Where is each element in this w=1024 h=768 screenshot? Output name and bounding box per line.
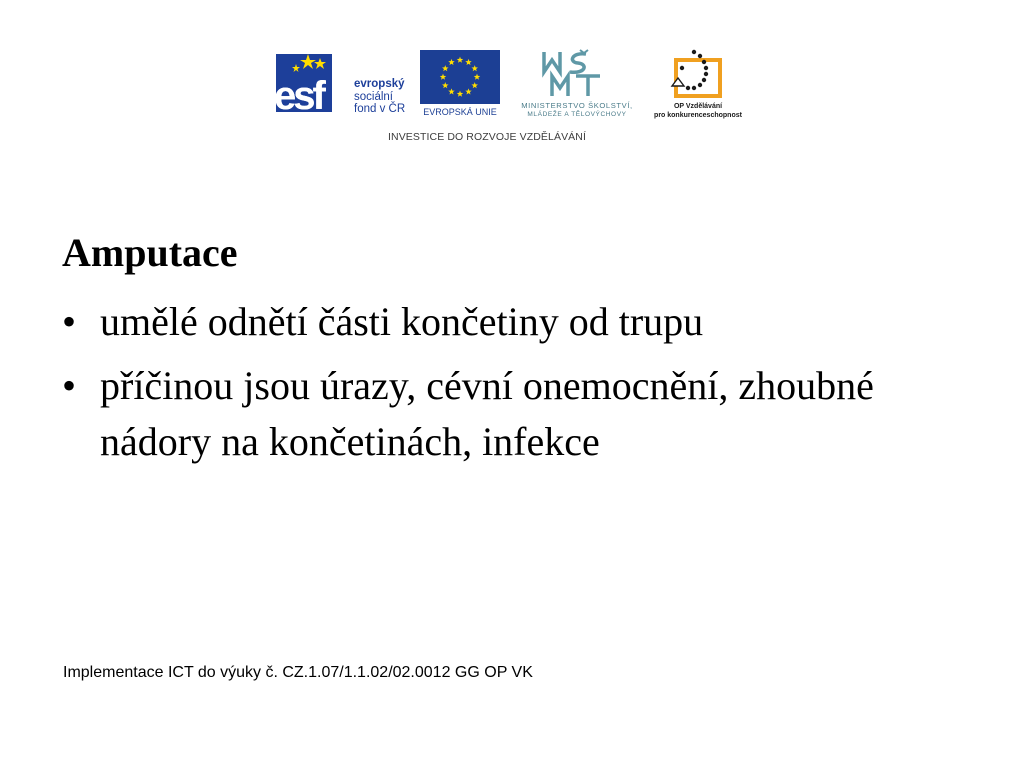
op-caption bbox=[652, 102, 744, 120]
banner-tagline: INVESTICE DO ROZVOJE VZDĚLÁVÁNÍ bbox=[388, 131, 586, 143]
eu-star-icon bbox=[440, 74, 446, 80]
eu-star-icon bbox=[457, 57, 463, 63]
msmt-name: MINISTERSTVO ŠKOLSTVÍ, bbox=[521, 101, 633, 110]
msmt-logo bbox=[506, 46, 648, 122]
esf-letters: esf bbox=[274, 74, 323, 118]
slide-title: Amputace bbox=[62, 230, 238, 275]
eu-label: EVROPSKÁ UNIE bbox=[423, 107, 497, 117]
bullet-marker: • bbox=[62, 363, 77, 408]
logo-banner bbox=[0, 0, 1024, 150]
eu-star-icon bbox=[465, 88, 471, 94]
esf-logo bbox=[272, 48, 412, 120]
list-item bbox=[62, 294, 962, 350]
eu-star-icon bbox=[457, 91, 463, 97]
esf-line-1: evropský bbox=[354, 78, 405, 90]
op-square-icon bbox=[670, 48, 728, 100]
esf-caption bbox=[354, 78, 414, 116]
esf-line-3: fond v ČR bbox=[354, 103, 406, 115]
bullet-marker: • bbox=[62, 299, 77, 344]
eu-star-icon bbox=[448, 59, 454, 65]
op-line-2: pro konkurenceschopnost bbox=[654, 112, 742, 119]
op-logo bbox=[652, 46, 744, 122]
bullet-text: příčinou jsou úrazy, cévní onemocnění, zhoubné nádory na končetinách, infekce bbox=[100, 363, 874, 464]
bullet-text: umělé odnětí části končetiny od trupu bbox=[100, 299, 704, 344]
eu-star-icon bbox=[448, 88, 454, 94]
msmt-sub: MLÁDEŽE A TĚLOVÝCHOVY bbox=[527, 111, 627, 118]
bullet-list bbox=[62, 294, 962, 478]
msmt-monogram-icon bbox=[540, 48, 612, 100]
eu-flag bbox=[420, 50, 500, 104]
eu-logo bbox=[418, 50, 500, 120]
eu-star-icon bbox=[465, 59, 471, 65]
eu-star-icon bbox=[442, 65, 448, 71]
footer-text: Implementace ICT do výuky č. CZ.1.07/1.1.02/02.0012 GG OP VK bbox=[63, 664, 533, 681]
eu-star-icon bbox=[474, 74, 480, 80]
esf-line-2: sociální bbox=[354, 90, 393, 103]
eu-star-icon bbox=[442, 82, 448, 88]
op-line-1: OP Vzdělávání bbox=[673, 103, 723, 110]
eu-stars-icon bbox=[420, 50, 500, 104]
eu-star-icon bbox=[471, 65, 477, 71]
list-item bbox=[62, 358, 962, 470]
eu-star-icon bbox=[471, 82, 477, 88]
